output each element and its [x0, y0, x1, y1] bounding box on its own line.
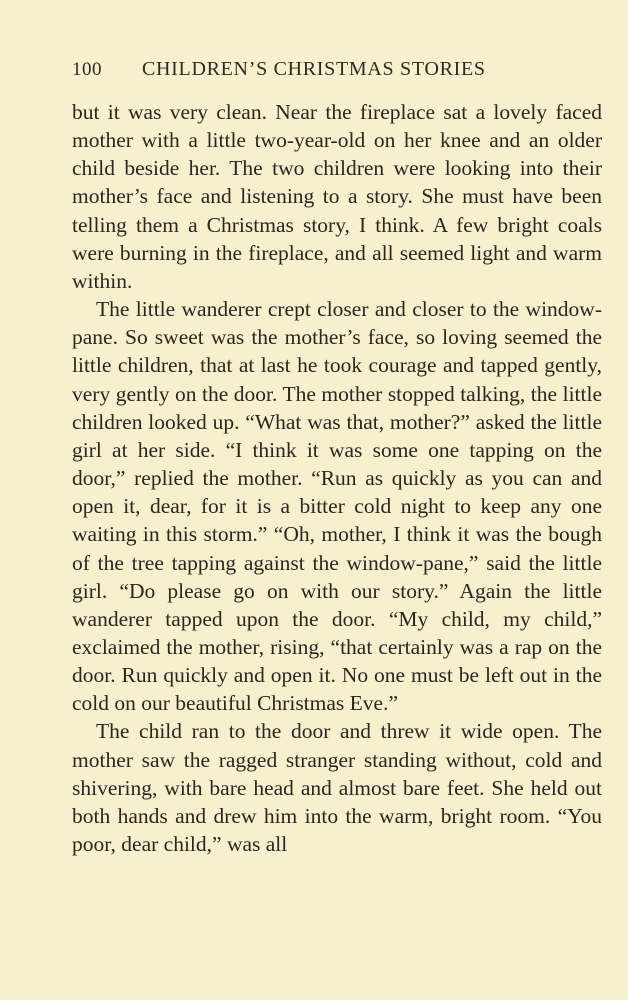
page-number: 100 — [72, 59, 102, 80]
paragraph-2: The little wanderer crept closer and closer to the window-pane. So sweet was the mother’s face, so loving seemed the little children, that at last he took courage and tapped gently, very gently on the door. The mother stopped talking, the little children looked up. “What was that, mother?” asked the little girl at her side. “I think it was some one tapping on the door,” replied the mother. “Run as quickly as you can and open it, dear, for it is a bitter cold night to keep any one waiting in this storm.” “Oh, mother, I think it was the bough of the tree tapping against the window-pane,” said the little girl. “Do please go on with our story.” Again the little wanderer tapped upon the door. “My child, my child,” exclaimed the mother, rising, “that certainly was a rap on the door. Run quickly and open it. No one must be left out in the cold on our beautiful Christmas Eve.” — [72, 297, 602, 716]
running-title: CHILDREN’S CHRISTMAS STORIES — [142, 58, 486, 80]
page-header — [72, 58, 612, 86]
body-text — [72, 98, 602, 858]
paragraph-1: but it was very clean. Near the fireplace sat a lovely faced mother with a little two-year-old on her knee and an older child beside her. The two children were looking into their mother’s face and listening to a story. She must have been telling them a Christmas story, I think. A few bright coals were burning in the fireplace, and all seemed light and warm within. — [72, 100, 602, 293]
paragraph-3: The child ran to the door and threw it wide open. The mother saw the ragged stranger standing without, cold and shivering, with bare head and almost bare feet. She held out both hands and drew him into the warm, bright room. “You poor, dear child,” was all — [72, 719, 602, 857]
